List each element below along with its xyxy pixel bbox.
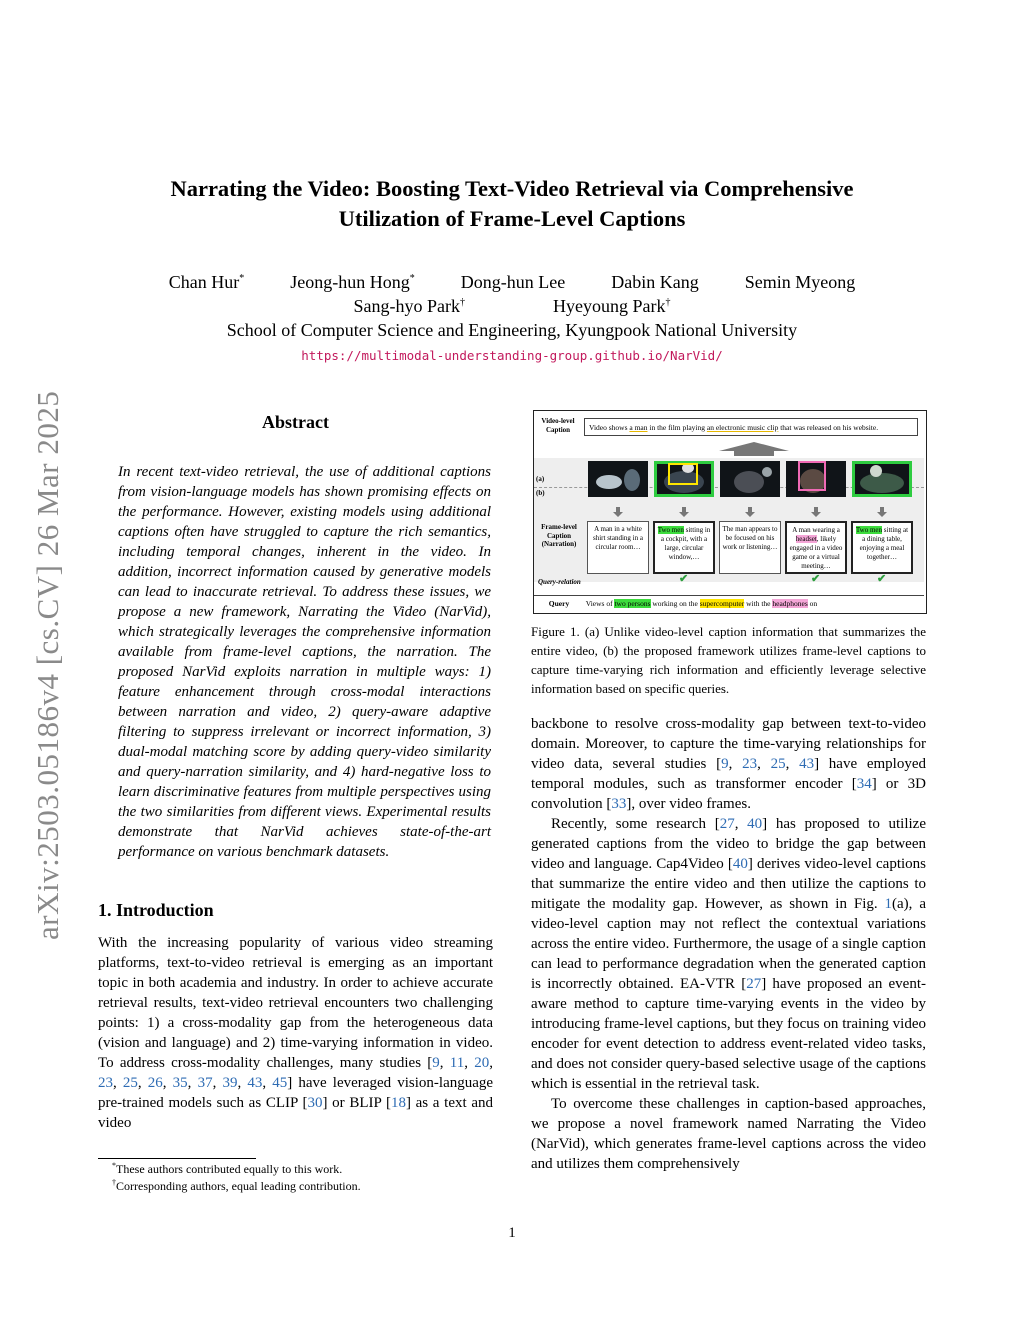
author-name: [169, 270, 245, 294]
text-run: that was released on his website.: [778, 423, 879, 432]
check-icon: ✔: [877, 573, 887, 585]
text-run: With the increasing popularity of various video streaming platforms, text-to-video retrieval is emerging as an important topic in both academia and industry. In order to achieve accurate retrieval results, text-video retrieval encounters two challenging points: 1) a cross-modality gap from the heterogeneous data (vision and language) and 2) time-varying information in video. To address cross-modality challenges, many studies [: [98, 935, 493, 1071]
video-frame-3: [720, 461, 780, 497]
down-arrow-icon: [745, 507, 755, 517]
label-b: (b): [536, 489, 545, 497]
citation-link[interactable]: 34: [856, 776, 872, 792]
video-level-caption-box: [584, 418, 918, 436]
abstract-body: [98, 462, 493, 862]
author-mark: †: [460, 297, 465, 308]
title-line-1: Narrating the Video: Boosting Text-Video Retrieval via Comprehensive: [170, 176, 854, 201]
citation-link[interactable]: 45: [272, 1075, 288, 1091]
highlighted-phrase: Two men: [855, 526, 883, 534]
down-arrow-icon: [613, 507, 623, 517]
citation-link[interactable]: 30: [307, 1095, 323, 1111]
caption-text: A man in a white shirt standing in a circular room…: [593, 525, 643, 551]
text-run: in the film playing: [647, 423, 707, 432]
query-label: Query: [548, 599, 570, 608]
frame-caption-2: [653, 521, 715, 574]
highlighted-phrase: headset: [795, 535, 817, 543]
right-column: [531, 714, 926, 1174]
section-heading-introduction: 1. Introduction: [98, 900, 214, 920]
author-name-text: Hyeyoung Park: [553, 296, 666, 316]
left-column: [98, 410, 493, 1133]
figure-1: [533, 410, 927, 614]
text-run: ], over video frames.: [626, 796, 751, 812]
caption-text: The man appears to be focused on his work or listening…: [722, 525, 778, 551]
citation-link[interactable]: 11: [449, 1055, 465, 1071]
text-run: ] has proposed to utilize generated captions from the video to bridge the gap between video and language. Cap4Video [: [531, 816, 927, 872]
author-mark: *: [239, 273, 245, 284]
caption-text: sitting at a dining table, enjoying a meal together…: [859, 526, 909, 561]
text-run: on: [807, 599, 818, 608]
arxiv-side-stamp[interactable]: arXiv:2503.05186v4 [cs.CV] 26 Mar 2025: [30, 390, 65, 940]
author-name-text: Semin Myeong: [744, 272, 856, 292]
citation-link[interactable]: 25: [122, 1075, 138, 1091]
author-name: [354, 294, 466, 318]
author-name: [611, 270, 698, 294]
query-box: [534, 595, 924, 612]
frame-highlight-yellow: [668, 463, 698, 485]
affiliation: School of Computer Science and Engineering, Kyungpook National University: [226, 320, 798, 340]
footnote-mark: †: [112, 1178, 116, 1187]
paper-title: [100, 174, 924, 234]
citation-link[interactable]: 40: [732, 856, 748, 872]
highlighted-phrase: Two men: [657, 526, 684, 534]
author-name-text: Dabin Kang: [611, 272, 699, 292]
down-arrow-icon: [877, 507, 887, 517]
author-name: [745, 270, 856, 294]
down-arrow-icon: [811, 507, 821, 517]
citation-link[interactable]: 39: [222, 1075, 238, 1091]
abstract-heading: Abstract: [262, 412, 329, 432]
body-paragraph: backbone to resolve cross-modality gap between text-to-video domain. Moreover, to capture the time-varying relationships for video data, several studies [9, 23, 25, 43] have employed temporal modules, such as transformer encoder [34] or 3D convolution [33], over video frames.: [531, 716, 927, 812]
footnotes: [112, 1161, 502, 1195]
text-run: Views of: [585, 599, 615, 608]
author-mark: †: [665, 297, 671, 308]
citation-link[interactable]: 9: [721, 756, 729, 772]
text-run: with the: [744, 599, 773, 608]
abstract-text: In recent text-video retrieval, the use of additional captions from vision-language models has shown promising effects on the performance. However, existing models using additional captions often have struggled to capture the rich semantics, including temporal changes, inherent in the video. In addition, incorrect information caused by generative models can lead to inaccurate retrieval. To address these issues, we propose a new framework, Narrating the Video (NarVid), which strategically leverages the comprehensive information available from frame-level captions, the narration. The proposed NarVid exploits narration in multiple ways: 1) feature enhancement through cross-modal interactions between narration and video, 2) query-aware adaptive filtering to suppress irrelevant or incorrect information, 3) dual-modal matching score by adding query-video similarity and query-narration similarity, and 4) hard-negative loss to learn discriminative features from multiple perspectives using the two similarities from different views. Experimental results demonstrate that NarVid achieves state-of-the-art performance on various benchmark datasets.: [118, 464, 491, 860]
text-run: ] or BLIP [: [322, 1095, 391, 1111]
author-name-text: Chan Hur: [168, 272, 240, 292]
citation-link[interactable]: 23: [742, 756, 758, 772]
author-name-text: Sang-hyo Park: [353, 296, 460, 316]
text-run: ] have leveraged vision-language pre-trained models such as CLIP [: [98, 1075, 494, 1111]
text-run: ,: [734, 816, 748, 832]
frame-caption-1: [587, 521, 649, 574]
footnote-divider: [98, 1158, 256, 1159]
title-line-2: Utilization of Frame-Level Captions: [338, 206, 686, 231]
figure-reference-link[interactable]: 1: [884, 896, 893, 912]
citation-link[interactable]: 27: [746, 976, 762, 992]
highlighted-phrase: supercomputer: [699, 599, 745, 608]
footnote-2: [112, 1178, 502, 1195]
caption-text: sitting in a cockpit, with a large, circular window,…: [660, 526, 711, 561]
intro-paragraph: With the increasing popularity of various video streaming platforms, text-to-video retrieval is emerging as an important topic in both academia and industry. In order to achieve accurate retrieval results, text-video retrieval encounters two challenging points: 1) a cross-modality gap from the heterogeneous data (vision and language) and 2) time-varying information in video. To address cross-modality challenges, many studies [9, 11, 20, 23, 25, 26, 35, 37, 39, 43, 45] have leveraged vision-language pre-trained models such as CLIP [30] or BLIP [18] as a text and video: [98, 935, 494, 1131]
author-name: [290, 270, 415, 294]
caption-text: , likely engaged in a video game or a virtual meeting…: [789, 535, 843, 570]
text-run: (a), a video-level caption may not reflect the contextual variations across the entire video. Furthermore, the usage of a single caption can lead to performance degradation when the generated caption is incorrectly obtained. EA-VTR [: [531, 896, 926, 992]
citation-link[interactable]: 9: [432, 1055, 440, 1071]
author-name: [461, 270, 565, 294]
footnote-text: Corresponding authors, equal leading contribution.: [116, 1179, 361, 1193]
page-number: 1: [508, 1225, 516, 1241]
citation-link[interactable]: 40: [747, 816, 763, 832]
label-a: (a): [536, 475, 545, 483]
body-paragraph: To overcome these challenges in caption-based approaches, we propose a novel framework named Narrating the Video (NarVid), which generates frame-level captions across the video and utilizes them comprehensively: [531, 1096, 926, 1172]
label-frame-level-caption: Frame-level Caption (Narration): [541, 523, 577, 548]
citation-link[interactable]: 37: [197, 1075, 213, 1091]
video-frame-1: [588, 461, 648, 497]
author-mark: *: [409, 273, 415, 284]
citation-link[interactable]: 27: [719, 816, 735, 832]
author-name-text: Dong-hun Lee: [460, 272, 566, 292]
check-icon: ✔: [811, 573, 821, 585]
frame-caption-4: [785, 521, 847, 574]
down-arrow-icon: [679, 507, 689, 517]
text-run: ] have employed temporal modules, such as transformer encoder [: [531, 756, 927, 792]
project-url-link[interactable]: https://multimodal-understanding-group.github.io/NarVid/: [301, 348, 723, 363]
author-row-1: [100, 270, 924, 294]
highlighted-phrase: two persons: [614, 599, 651, 608]
text-run: Recently, some research [: [551, 816, 720, 832]
frame-caption-3: [719, 521, 781, 574]
citation-link[interactable]: 26: [147, 1075, 163, 1091]
author-block: [100, 270, 924, 368]
author-row-2: [100, 294, 924, 318]
body-paragraph: [531, 814, 926, 1094]
underlined-phrase: an electronic music clip: [706, 423, 779, 432]
citation-link[interactable]: 23: [98, 1075, 113, 1091]
frame-highlight-green: [852, 461, 912, 497]
citation-link[interactable]: 35: [172, 1075, 188, 1091]
text-run: ] as a text and video: [98, 1095, 493, 1131]
label-video-level-caption: Video-level Caption: [541, 417, 575, 434]
text-run: ] have proposed an event-aware method to capture time-varying events in the video by introducing frame-level captions, but they focus on training video encoder for event detection to address event-related video tasks, and does not consider query-based selective usage of the captions which is essential in the retrieval task.: [531, 976, 927, 1092]
citation-link[interactable]: 20: [474, 1055, 490, 1071]
caption-text: A man wearing a: [792, 526, 840, 534]
author-name: [553, 294, 670, 318]
check-icon: ✔: [679, 573, 689, 585]
up-arrow-icon: [719, 442, 789, 456]
author-name-text: Jeong-hun Hong: [290, 272, 410, 292]
citation-link[interactable]: 43: [799, 756, 815, 772]
text-run: Video shows: [589, 423, 630, 432]
citation-link[interactable]: 18: [390, 1095, 406, 1111]
footnote-text: These authors contributed equally to this work.: [116, 1162, 343, 1176]
citation-link[interactable]: 33: [611, 796, 627, 812]
footnote-1: [112, 1161, 502, 1178]
label-query-relation: Query-relation: [538, 578, 581, 586]
underlined-phrase: a man: [629, 423, 648, 432]
text-run: backbone to resolve cross-modality gap between text-to-video domain. Moreover, to capture the time-varying relationships for video data, several studies [: [531, 716, 926, 772]
highlighted-phrase: headphones: [772, 599, 808, 608]
figure-1-caption: Figure 1. (a) Unlike video-level caption information that summarizes the entire video, (b) the proposed framework utilizes frame-level captions to capture time-varying rich information and efficiently leverage selective information based on specific queries.: [531, 624, 926, 696]
text-run: ] derives video-level captions that summarize the entire video and then utilize the captions to mitigate the modality gap. However, as shown in Fig.: [531, 856, 926, 912]
citation-link[interactable]: 25: [770, 756, 786, 772]
text-run: working on the: [650, 599, 700, 608]
frame-highlight-pink: [798, 461, 826, 491]
frame-caption-5: [851, 521, 913, 574]
citation-link[interactable]: 43: [247, 1075, 263, 1091]
text-run: ] or 3D convolution [: [531, 776, 926, 812]
footnote-mark: *: [112, 1161, 116, 1170]
